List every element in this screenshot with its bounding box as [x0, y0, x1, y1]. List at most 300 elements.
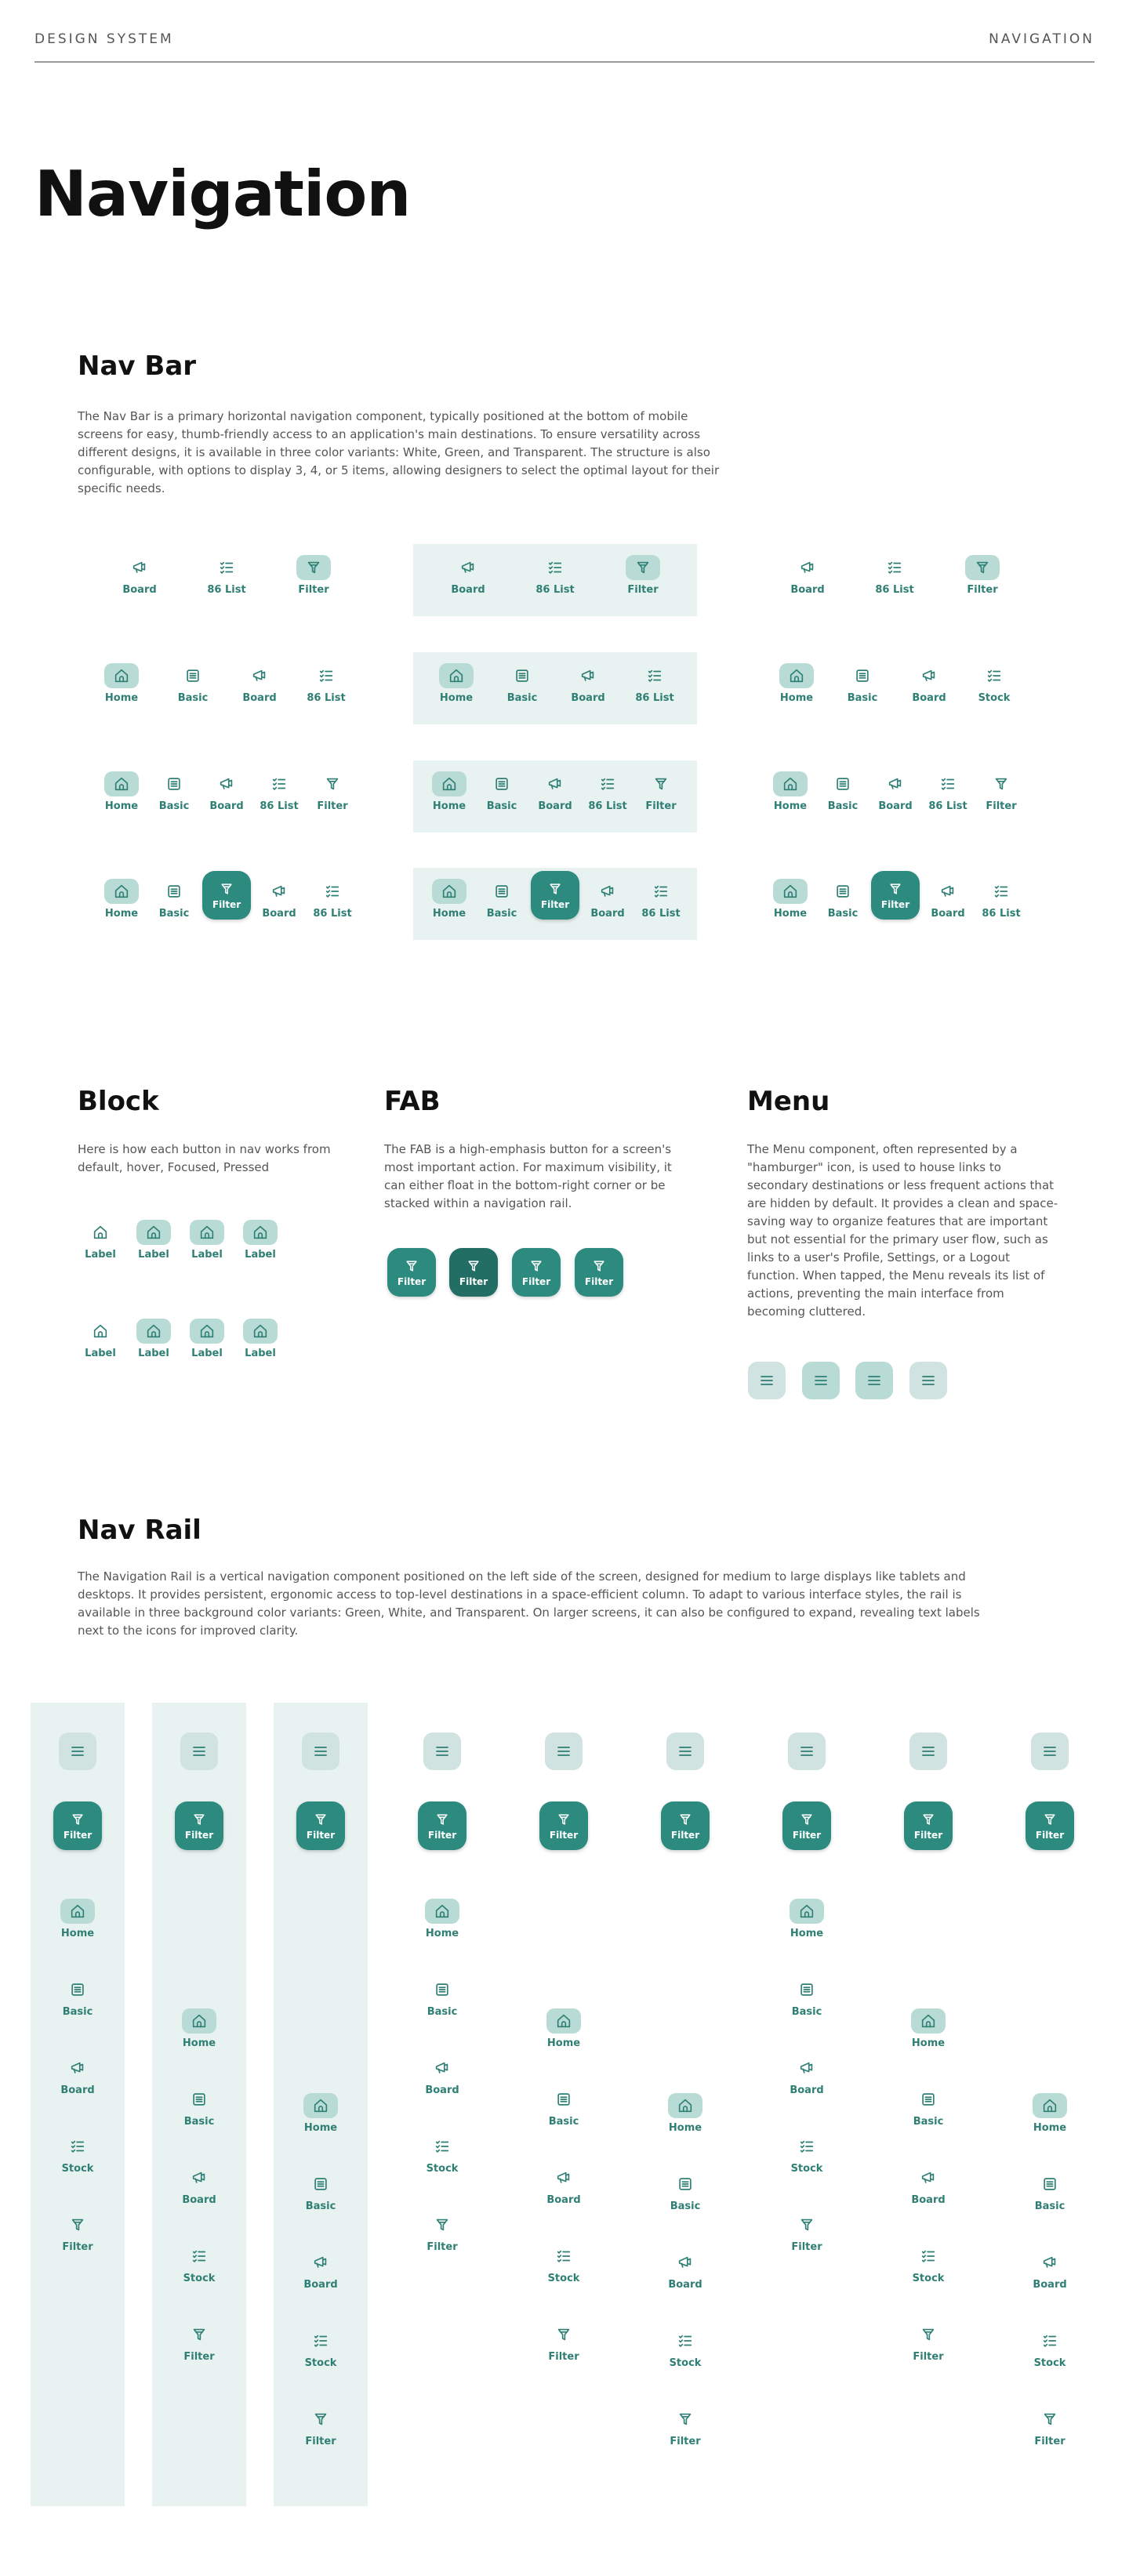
nav-item-rail-filter[interactable] [417, 2212, 467, 2253]
board-icon [538, 771, 572, 796]
nav-item-label: Home [790, 1928, 824, 1939]
nav-item-basic[interactable] [477, 771, 527, 812]
nav-item-block-pressed-4[interactable] [235, 1319, 285, 1359]
nav-item-board[interactable] [530, 771, 580, 812]
nav-item-label: Home [773, 800, 808, 812]
nav-item-rail-home[interactable] [782, 1899, 832, 1939]
fab-label: Filter [397, 1276, 427, 1287]
filter-icon [547, 881, 563, 897]
nav-item-rail-basic[interactable] [903, 2087, 953, 2128]
basic-icon [182, 2087, 216, 2112]
nav-item-rail-filter[interactable] [903, 2322, 953, 2363]
nav-item-86-list[interactable] [254, 771, 304, 812]
basic-icon [60, 1977, 95, 2002]
filter-icon [60, 2212, 95, 2237]
nav-item-86-list[interactable] [307, 879, 358, 920]
nav-item-block-state-4[interactable] [235, 1220, 285, 1261]
nav-item-filter[interactable] [976, 771, 1026, 812]
nav-item-label: Home [104, 908, 139, 920]
nav-item-label: Filter [298, 584, 329, 596]
nav-item-rail-basic[interactable] [417, 1977, 467, 2018]
filter-icon [1042, 1812, 1058, 1827]
menu-button-state-2[interactable] [802, 1362, 840, 1399]
nav-item-board[interactable] [870, 771, 920, 812]
nav-item-rail-filter[interactable] [296, 2407, 346, 2447]
nav-item-label: Filter [791, 2241, 822, 2253]
nav-item-rail-basic[interactable] [539, 2087, 589, 2128]
nav-item-rail-basic[interactable] [782, 1977, 832, 2018]
nav-item-label: Basic [827, 908, 859, 920]
nav-item-label: Stock [61, 2163, 94, 2175]
fab-description: The FAB is a high-emphasis button for a screen's most important action. For maximum visibility, it can either float in the bottom-right corner or be stacked within a navigation rail. [384, 1142, 672, 1210]
fab-state-3[interactable] [512, 1248, 561, 1297]
menu-button-state-3[interactable] [855, 1362, 893, 1399]
fab-title: FAB [384, 1086, 441, 1117]
nav-item-rail-board[interactable] [903, 2165, 953, 2206]
nav-item-basic[interactable] [168, 663, 218, 704]
home-icon [790, 1899, 824, 1924]
nav-item-rail-stock[interactable] [174, 2244, 224, 2284]
nav-item-rail-home[interactable] [660, 2093, 710, 2134]
filter-icon [920, 1812, 936, 1827]
nav-item-board[interactable] [114, 555, 165, 596]
nav-item-board[interactable] [254, 879, 304, 920]
nav-item-label: Home [911, 2037, 946, 2049]
nav-item-86-list[interactable] [869, 555, 920, 596]
nav-item-board[interactable] [583, 879, 633, 920]
nav-bar-fab[interactable] [202, 871, 251, 920]
nav-item-rail-home[interactable] [296, 2093, 346, 2134]
nav-item-label: 86 List [635, 692, 674, 704]
home-icon [104, 771, 139, 796]
nav-rail-fab[interactable] [1026, 1801, 1074, 1850]
menu-icon [811, 1371, 830, 1390]
list-icon [790, 2134, 824, 2159]
nav-item-home[interactable] [96, 771, 147, 812]
nav-item-label: Home [182, 2037, 216, 2049]
nav-item-label: Stock [912, 2273, 945, 2284]
nav-item-86-list[interactable] [530, 555, 580, 596]
nav-item-label: Board [425, 2084, 459, 2096]
nav-item-label: Basic [847, 692, 878, 704]
nav-item-label: Filter [967, 584, 998, 596]
menu-icon [68, 1742, 87, 1761]
nav-item-label: Basic [827, 800, 859, 812]
nav-item-rail-stock[interactable] [1025, 2328, 1075, 2369]
nav-item-rail-board[interactable] [53, 2055, 103, 2096]
nav-item-home[interactable] [96, 879, 147, 920]
nav-item-label: Basic [177, 692, 209, 704]
nav-rail-description: The Navigation Rail is a vertical navigation component positioned on the left side of the screen, designed for medium to large displays like tablets and desktops. It provides persistent, ergonomic access to top-level destinations in a space-efficient column. To adapt to various interface styles, the rail is available in three background color variants: Green, White, and Transparent. On larger screens, it can also be configured to expand, revealing text labels next to the icons for improved clarity. [78, 1569, 980, 1638]
menu-icon [865, 1371, 884, 1390]
header-left: DESIGN SYSTEM [34, 31, 174, 47]
list-icon [1033, 2328, 1067, 2353]
nav-item-label: Home [425, 1928, 459, 1939]
nav-item-board[interactable] [782, 555, 833, 596]
nav-item-rail-board[interactable] [660, 2250, 710, 2291]
nav-item-rail-basic[interactable] [1025, 2171, 1075, 2212]
basic-icon [485, 879, 519, 904]
nav-item-home[interactable] [424, 771, 474, 812]
nav-item-label: Filter [427, 2241, 458, 2253]
home-icon [779, 663, 814, 688]
nav-item-rail-home[interactable] [174, 2008, 224, 2049]
nav-item-basic[interactable] [818, 771, 868, 812]
board-icon [546, 2165, 581, 2190]
home-icon [439, 663, 474, 688]
nav-item-label: Board [668, 2279, 702, 2291]
home-icon [773, 771, 808, 796]
nav-item-rail-home[interactable] [1025, 2093, 1075, 2134]
filter-icon [626, 555, 660, 580]
filter-icon [404, 1258, 419, 1274]
menu-icon [676, 1742, 695, 1761]
nav-item-rail-filter[interactable] [539, 2322, 589, 2363]
nav-rail-fab[interactable] [53, 1801, 102, 1850]
home-icon [243, 1220, 278, 1245]
filter-icon [556, 1812, 572, 1827]
nav-rail-title: Nav Rail [78, 1515, 201, 1546]
nav-item-label: Board [538, 800, 572, 812]
filter-icon [528, 1258, 544, 1274]
nav-item-label: Basic [670, 2200, 701, 2212]
nav-rail-fab[interactable] [782, 1801, 831, 1850]
nav-item-rail-filter[interactable] [1025, 2407, 1075, 2447]
fab-label: Filter [184, 1830, 214, 1841]
block-description: Here is how each button in nav works from default, hover, Focused, Pressed [78, 1142, 331, 1174]
nav-item-label: Stock [669, 2357, 702, 2369]
nav-item-label: Home [439, 692, 474, 704]
nav-item-rail-stock[interactable] [539, 2244, 589, 2284]
nav-item-board[interactable] [201, 771, 252, 812]
menu-icon [919, 1742, 938, 1761]
nav-item-rail-board[interactable] [174, 2165, 224, 2206]
nav-item-label: Basic [158, 800, 190, 812]
nav-item-86-list[interactable] [583, 771, 633, 812]
board-icon [242, 663, 277, 688]
filter-icon [984, 771, 1018, 796]
basic-icon [1033, 2171, 1067, 2197]
menu-icon [433, 1742, 452, 1761]
basic-icon [485, 771, 519, 796]
board-icon [303, 2250, 338, 2275]
nav-item-label: Basic [62, 2006, 93, 2018]
nav-rail-menu-button[interactable] [180, 1732, 218, 1770]
nav-item-rail-stock[interactable] [417, 2134, 467, 2175]
nav-item-label: Stock [978, 692, 1011, 704]
nav-bar-fab[interactable] [871, 871, 920, 920]
nav-item-rail-stock[interactable] [660, 2328, 710, 2369]
nav-item-label: 86 List [928, 800, 967, 812]
home-icon [432, 879, 466, 904]
nav-item-label: 86 List [875, 584, 914, 596]
nav-item-board[interactable] [234, 663, 285, 704]
nav-rail-menu-button[interactable] [666, 1732, 704, 1770]
board-icon [60, 2055, 95, 2081]
filter-icon [1033, 2407, 1067, 2432]
nav-item-home[interactable] [431, 663, 481, 704]
nav-item-label: Home [104, 800, 139, 812]
fab-label: Filter [792, 1830, 822, 1841]
nav-bar-fab[interactable] [531, 871, 579, 920]
filter-icon [888, 881, 903, 897]
nav-item-rail-basic[interactable] [53, 1977, 103, 2018]
nav-item-basic[interactable] [497, 663, 547, 704]
board-icon [571, 663, 605, 688]
nav-item-label: 86 List [207, 584, 246, 596]
nav-item-label: Stock [1033, 2357, 1066, 2369]
header-right: NAVIGATION [989, 31, 1095, 47]
basic-icon [425, 1977, 459, 2002]
nav-item-label: Board [790, 584, 825, 596]
filter-icon [434, 1812, 450, 1827]
nav-item-block-state-3[interactable] [182, 1220, 232, 1261]
nav-item-label: Filter [62, 2241, 93, 2253]
nav-item-block-pressed-1[interactable] [75, 1319, 125, 1359]
home-icon [1033, 2093, 1067, 2118]
nav-item-rail-filter[interactable] [53, 2212, 103, 2253]
fab-state-4[interactable] [575, 1248, 623, 1297]
nav-item-86-list[interactable] [301, 663, 351, 704]
fab-label: Filter [427, 1830, 457, 1841]
nav-item-rail-stock[interactable] [782, 2134, 832, 2175]
fab-label: Filter [63, 1830, 93, 1841]
nav-item-board[interactable] [563, 663, 613, 704]
fab-state-2[interactable] [449, 1248, 498, 1297]
nav-item-filter[interactable] [957, 555, 1007, 596]
nav-item-block-state-2[interactable] [129, 1220, 179, 1261]
menu-description: The Menu component, often represented by a "hamburger" icon, is used to house links to secondary destinations or less frequent actions that are hidden by default. It provides a clean and space-saving way to organize features that are important but not essential for the primary user flow, such as links to a user's Profile, Settings, or a Logout function. When tapped, the Menu reveals its list of actions, preventing the main interface from becoming cluttered. [747, 1142, 1058, 1319]
basic-icon [546, 2087, 581, 2112]
nav-item-86-list[interactable] [201, 555, 252, 596]
nav-item-filter[interactable] [636, 771, 686, 812]
basic-icon [911, 2087, 946, 2112]
nav-item-label: Filter [645, 800, 677, 812]
nav-item-block-state-1[interactable] [75, 1220, 125, 1261]
nav-item-home[interactable] [771, 663, 822, 704]
nav-item-filter[interactable] [618, 555, 668, 596]
nav-rail-menu-button[interactable] [545, 1732, 583, 1770]
menu-icon [797, 1742, 816, 1761]
list-icon [546, 2244, 581, 2269]
home-icon [773, 879, 808, 904]
nav-item-rail-basic[interactable] [296, 2171, 346, 2212]
list-icon [644, 879, 678, 904]
nav-item-label: Basic [506, 692, 538, 704]
board-icon [912, 663, 946, 688]
basic-icon [668, 2171, 702, 2197]
nav-item-label: Label [245, 1249, 276, 1261]
home-icon [136, 1319, 171, 1344]
nav-item-rail-stock[interactable] [53, 2134, 103, 2175]
filter-icon [191, 1812, 207, 1827]
nav-item-label: Filter [986, 800, 1017, 812]
list-icon [911, 2244, 946, 2269]
nav-rail-fab[interactable] [539, 1801, 588, 1850]
nav-item-label: Filter [317, 800, 348, 812]
nav-rail-menu-button[interactable] [1031, 1732, 1069, 1770]
nav-item-basic[interactable] [837, 663, 888, 704]
list-icon [931, 771, 965, 796]
basic-icon [826, 771, 860, 796]
nav-item-block-pressed-3[interactable] [182, 1319, 232, 1359]
list-icon [877, 555, 912, 580]
header-divider [34, 61, 1095, 63]
filter-icon [219, 881, 234, 897]
filter-icon [303, 2407, 338, 2432]
nav-item-label: Board [911, 2194, 946, 2206]
nav-item-rail-board[interactable] [417, 2055, 467, 2096]
nav-rail-fab[interactable] [418, 1801, 466, 1850]
home-icon [83, 1220, 118, 1245]
nav-item-rail-board[interactable] [782, 2055, 832, 2096]
basic-icon [505, 663, 539, 688]
nav-rail-menu-button[interactable] [909, 1732, 947, 1770]
nav-rail-menu-button[interactable] [59, 1732, 96, 1770]
list-icon [60, 2134, 95, 2159]
nav-item-label: Basic [913, 2116, 944, 2128]
home-icon [182, 2008, 216, 2034]
nav-item-board[interactable] [443, 555, 493, 596]
nav-rail-fab[interactable] [661, 1801, 710, 1850]
home-icon [243, 1319, 278, 1344]
nav-item-label: Board [931, 908, 965, 920]
nav-item-rail-home[interactable] [539, 2008, 589, 2049]
fab-label: Filter [584, 1276, 614, 1287]
fab-label: Filter [549, 1830, 579, 1841]
nav-item-filter[interactable] [289, 555, 339, 596]
nav-rail-fab[interactable] [904, 1801, 953, 1850]
board-icon [182, 2165, 216, 2190]
filter-icon [677, 1812, 693, 1827]
nav-item-home[interactable] [765, 879, 815, 920]
menu-icon [554, 1742, 573, 1761]
nav-item-block-pressed-2[interactable] [129, 1319, 179, 1359]
nav-bar-title: Nav Bar [78, 350, 197, 382]
nav-item-label: Filter [913, 2351, 944, 2363]
basic-icon [826, 879, 860, 904]
nav-item-label: Filter [1034, 2436, 1065, 2447]
nav-item-label: Basic [427, 2006, 458, 2018]
basic-icon [790, 1977, 824, 2002]
board-icon [425, 2055, 459, 2081]
nav-rail-fab[interactable] [296, 1801, 345, 1850]
nav-item-label: Home [432, 908, 466, 920]
fab-label: Filter [212, 899, 241, 910]
list-icon [538, 555, 572, 580]
nav-item-label: Home [668, 2122, 702, 2134]
home-icon [136, 1220, 171, 1245]
nav-item-label: Board [242, 692, 277, 704]
nav-item-rail-filter[interactable] [660, 2407, 710, 2447]
nav-item-board[interactable] [923, 879, 973, 920]
board-icon [122, 555, 157, 580]
nav-item-basic[interactable] [818, 879, 868, 920]
nav-item-rail-basic[interactable] [174, 2087, 224, 2128]
nav-item-basic[interactable] [149, 879, 199, 920]
nav-item-basic[interactable] [149, 771, 199, 812]
nav-item-label: Basic [1034, 2200, 1065, 2212]
nav-item-86-list[interactable] [636, 879, 686, 920]
nav-item-label: Home [1033, 2122, 1067, 2134]
nav-item-label: Board [912, 692, 946, 704]
nav-item-rail-stock[interactable] [296, 2328, 346, 2369]
nav-item-label: Board [790, 2084, 824, 2096]
board-icon [878, 771, 913, 796]
page-title: Navigation [34, 158, 411, 230]
list-icon [309, 663, 343, 688]
board-icon [790, 555, 825, 580]
list-icon [984, 879, 1018, 904]
home-icon [911, 2008, 946, 2034]
filter-icon [799, 1812, 815, 1827]
nav-rail-fab[interactable] [175, 1801, 223, 1850]
nav-item-rail-stock[interactable] [903, 2244, 953, 2284]
nav-item-basic[interactable] [477, 879, 527, 920]
menu-button-state-4[interactable] [909, 1362, 947, 1399]
list-icon [315, 879, 350, 904]
nav-item-label: Home [546, 2037, 581, 2049]
nav-item-rail-home[interactable] [417, 1899, 467, 1939]
nav-item-label: 86 List [982, 908, 1021, 920]
nav-item-label: 86 List [260, 800, 299, 812]
nav-item-label: Board [262, 908, 296, 920]
nav-item-home[interactable] [765, 771, 815, 812]
nav-item-filter[interactable] [307, 771, 358, 812]
nav-item-86-list[interactable] [976, 879, 1026, 920]
home-icon [546, 2008, 581, 2034]
filter-icon [182, 2322, 216, 2347]
list-icon [209, 555, 244, 580]
nav-rail-menu-button[interactable] [302, 1732, 339, 1770]
nav-rail-menu-button[interactable] [788, 1732, 826, 1770]
home-icon [190, 1319, 224, 1344]
nav-item-home[interactable] [424, 879, 474, 920]
nav-item-home[interactable] [96, 663, 147, 704]
nav-item-label: Label [138, 1348, 169, 1359]
nav-item-label: Home [779, 692, 814, 704]
nav-rail-menu-button[interactable] [423, 1732, 461, 1770]
nav-item-86-list[interactable] [923, 771, 973, 812]
basic-icon [157, 879, 191, 904]
filter-icon [466, 1258, 481, 1274]
menu-button-state-1[interactable] [748, 1362, 786, 1399]
nav-item-label: Board [182, 2194, 216, 2206]
nav-item-rail-filter[interactable] [174, 2322, 224, 2363]
nav-item-rail-home[interactable] [903, 2008, 953, 2049]
board-icon [451, 555, 485, 580]
fab-label: Filter [670, 1830, 700, 1841]
nav-item-label: Filter [183, 2351, 215, 2363]
menu-title: Menu [747, 1086, 830, 1117]
nav-item-label: Board [122, 584, 157, 596]
nav-item-rail-board[interactable] [296, 2250, 346, 2291]
nav-item-rail-home[interactable] [53, 1899, 103, 1939]
nav-item-label: Basic [183, 2116, 215, 2128]
home-icon [104, 663, 139, 688]
nav-item-rail-basic[interactable] [660, 2171, 710, 2212]
nav-item-board[interactable] [904, 663, 954, 704]
fab-state-1[interactable] [387, 1248, 436, 1297]
nav-item-rail-filter[interactable] [782, 2212, 832, 2253]
nav-item-86-list[interactable] [630, 663, 680, 704]
nav-item-label: Filter [670, 2436, 701, 2447]
nav-item-label: Basic [486, 800, 517, 812]
nav-item-stock[interactable] [969, 663, 1019, 704]
nav-item-rail-board[interactable] [1025, 2250, 1075, 2291]
nav-item-rail-board[interactable] [539, 2165, 589, 2206]
home-icon [425, 1899, 459, 1924]
